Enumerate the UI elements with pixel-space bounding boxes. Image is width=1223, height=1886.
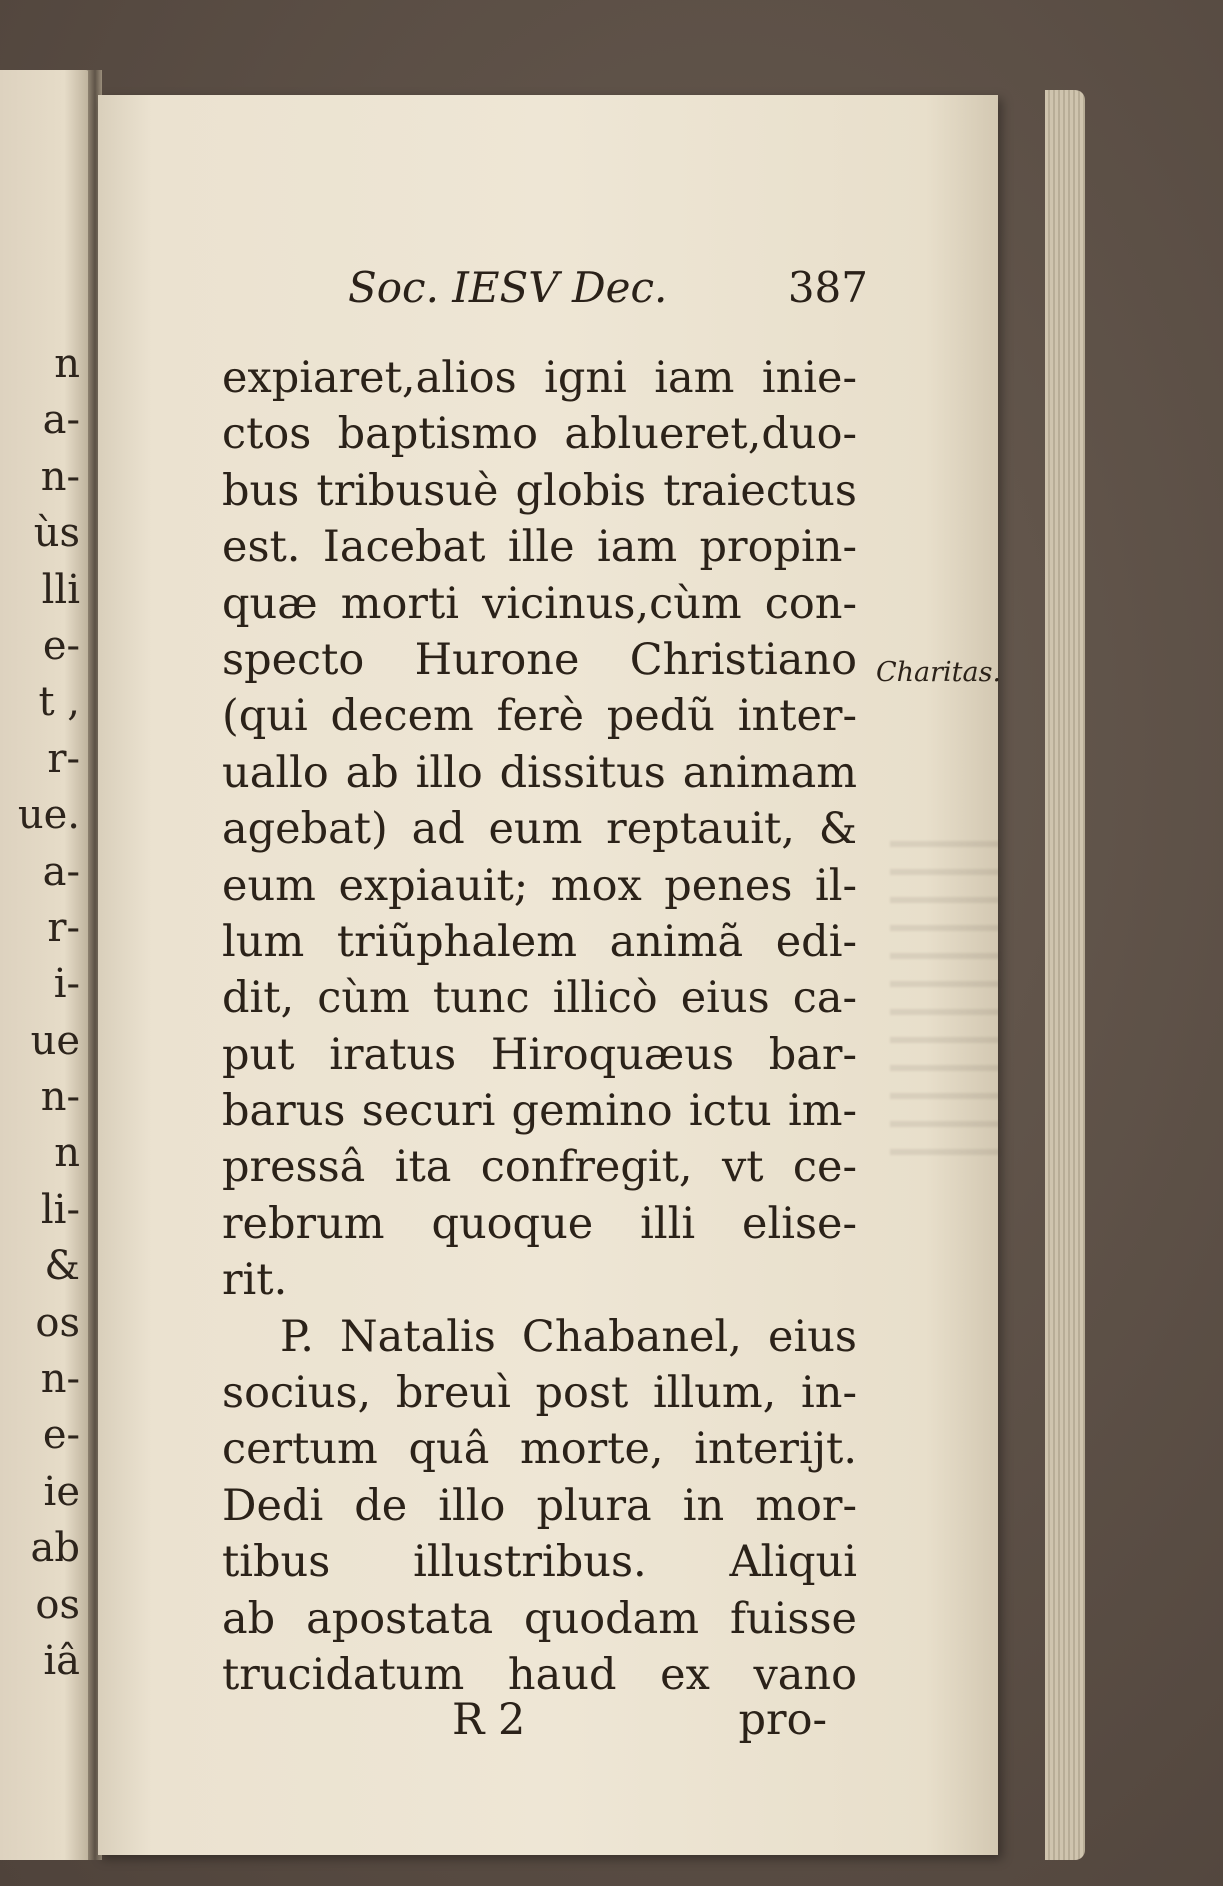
left-page-fragment: li- bbox=[40, 1186, 80, 1233]
left-page-fragment: iâ bbox=[43, 1637, 80, 1684]
text-line: trucidatum haud ex vano bbox=[222, 1649, 857, 1700]
left-page-fragment: r- bbox=[47, 904, 80, 951]
left-page-fragment: t , bbox=[38, 679, 80, 726]
text-line: dit, cùm tunc illicò eius ca- bbox=[222, 973, 857, 1024]
left-page-fragment: i- bbox=[53, 961, 80, 1008]
left-page-fragment: os bbox=[35, 1581, 80, 1628]
text-line: expiaret,alios igni iam inie- bbox=[222, 353, 857, 403]
left-page-fragment: ue bbox=[30, 1017, 80, 1064]
text-line: P. Natalis Chabanel, eius bbox=[280, 1311, 857, 1362]
left-page-fragment: e- bbox=[42, 1412, 80, 1459]
left-page-fragment: ie bbox=[43, 1468, 80, 1515]
page-footer bbox=[222, 1695, 857, 1755]
text-line: rebrum quoque illi elise- bbox=[222, 1198, 857, 1249]
left-page-fragment: ùs bbox=[33, 510, 80, 557]
signature-mark: R 2 bbox=[452, 1695, 526, 1745]
text-line: quæ morti vicinus,cùm con- bbox=[222, 578, 857, 629]
left-page-fragment: n bbox=[54, 341, 80, 387]
left-page-fragment: os bbox=[35, 1299, 80, 1346]
left-page-fragment: n- bbox=[40, 1356, 80, 1403]
catchword: pro- bbox=[738, 1695, 827, 1745]
text-line: eum expiauit; mox penes il- bbox=[222, 860, 857, 911]
left-page-fragment: n- bbox=[40, 1074, 80, 1121]
margin-note: Charitas. bbox=[876, 657, 1002, 688]
left-page-fragment: a- bbox=[42, 397, 80, 444]
text-line: est. Iacebat ille iam propin- bbox=[222, 522, 857, 573]
text-line: certum quâ morte, interijt. bbox=[222, 1424, 857, 1475]
page-stack-edge bbox=[1045, 90, 1085, 1860]
text-line: rit. bbox=[222, 1255, 288, 1306]
text-line: specto Hurone Christiano bbox=[222, 634, 857, 685]
left-page-fragment: r- bbox=[47, 735, 80, 782]
facing-page-left bbox=[0, 70, 92, 1860]
text-line: tibus illustribus. Aliqui bbox=[222, 1537, 857, 1588]
text-line: agebat) ad eum reptauit, & bbox=[222, 804, 857, 855]
left-page-text-fragments bbox=[0, 336, 92, 1689]
text-line: ctos baptismo ablueret,duo- bbox=[222, 409, 857, 460]
text-line: Dedi de illo plura in mor- bbox=[222, 1480, 857, 1531]
running-head bbox=[348, 263, 868, 323]
page-387 bbox=[98, 95, 1002, 1855]
ink-bleed-through bbox=[890, 835, 1000, 1155]
left-page-fragment: lli bbox=[41, 566, 80, 613]
text-line: socius, breuì post illum, in- bbox=[222, 1368, 857, 1419]
text-line: uallo ab illo dissitus animam bbox=[222, 747, 857, 798]
left-page-fragment: & bbox=[44, 1243, 80, 1290]
text-line: put iratus Hiroquæus bar- bbox=[222, 1029, 857, 1080]
left-page-fragment: ue. bbox=[17, 792, 80, 839]
running-head-title: Soc. IESV Dec. bbox=[348, 263, 668, 312]
left-page-fragment: n bbox=[54, 1130, 80, 1177]
body-text bbox=[222, 350, 857, 1703]
text-line: (qui decem ferè pedũ inter- bbox=[222, 691, 857, 742]
text-line: lum triũphalem animã edi- bbox=[222, 916, 857, 967]
left-page-fragment: n- bbox=[40, 453, 80, 500]
left-page-fragment: ab bbox=[30, 1525, 80, 1572]
left-page-fragment: e- bbox=[42, 622, 80, 669]
text-line: pressâ ita confregit, vt ce- bbox=[222, 1142, 857, 1193]
page-number: 387 bbox=[787, 263, 868, 312]
left-page-fragment: a- bbox=[42, 848, 80, 895]
text-line: ab apostata quodam fuisse bbox=[222, 1593, 857, 1644]
text-line: barus securi gemino ictu im- bbox=[222, 1086, 857, 1137]
text-line: bus tribusuè globis traiectus bbox=[222, 465, 857, 516]
